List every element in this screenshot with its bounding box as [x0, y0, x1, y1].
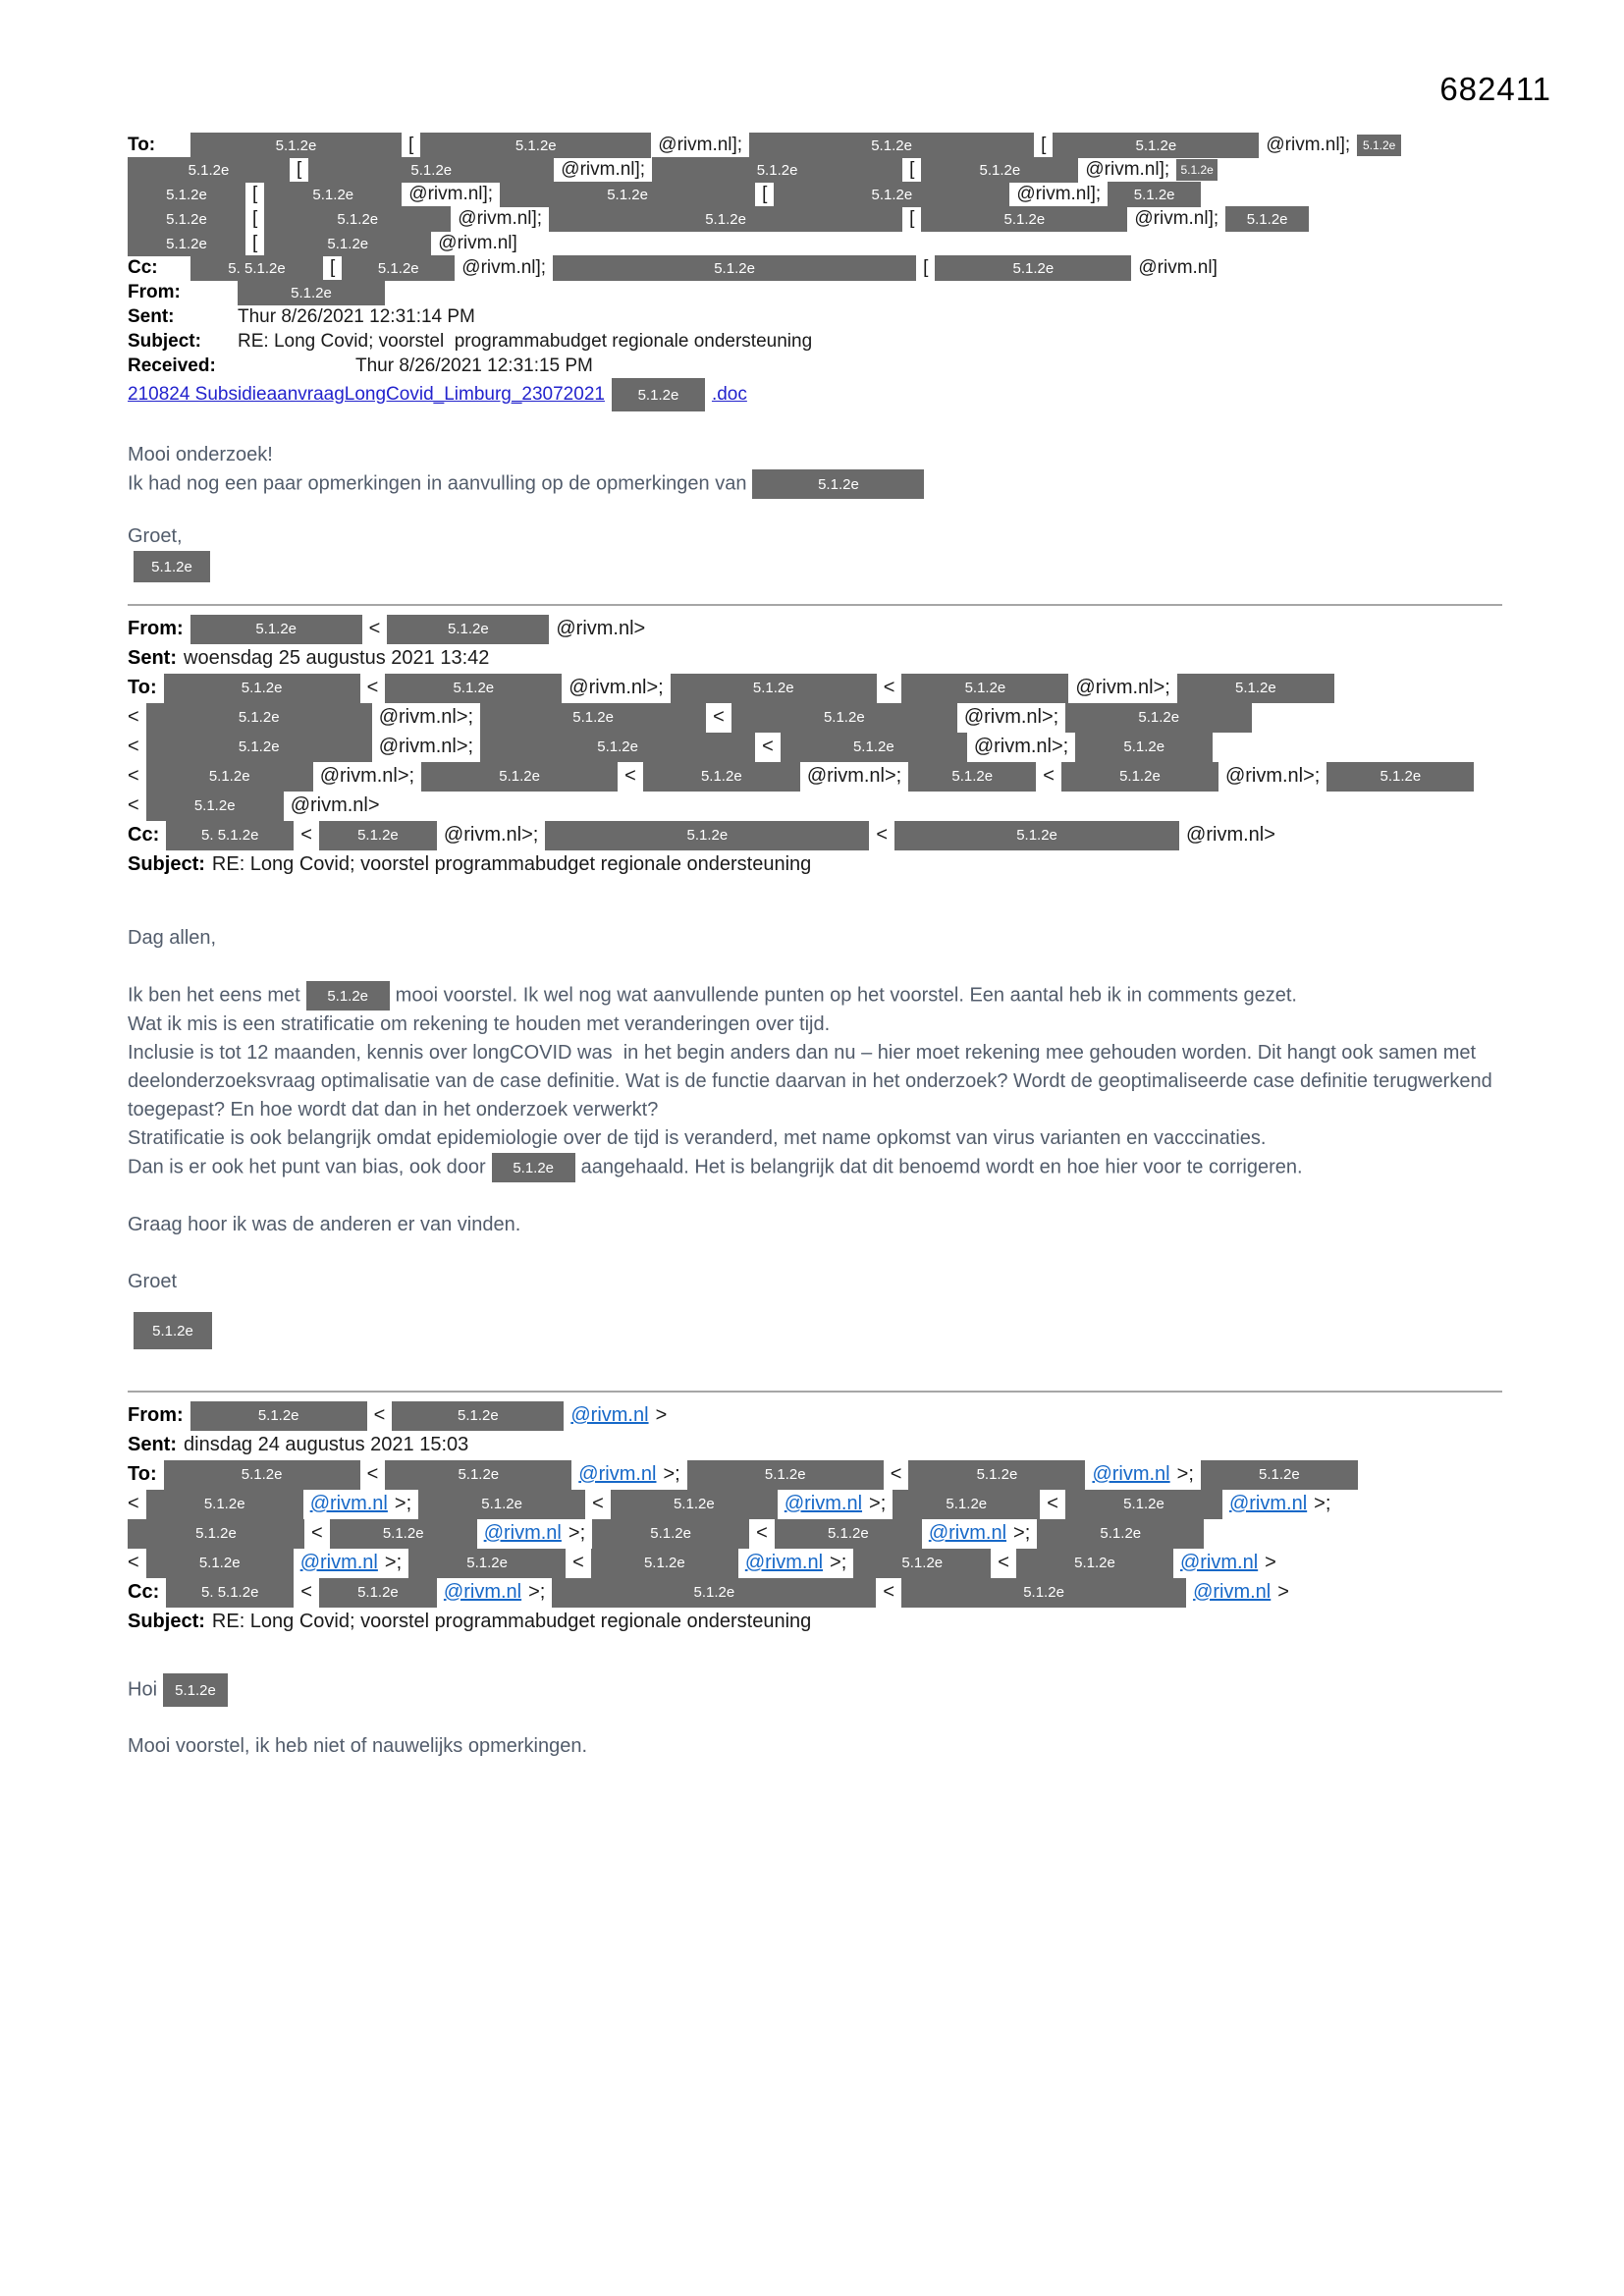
redaction-box: 5.1.2e — [146, 733, 372, 762]
row — [128, 953, 1502, 981]
header-text: @rivm.nl> — [556, 618, 646, 639]
header-text: @rivm.nl>; — [378, 736, 474, 757]
header-text: @rivm.nl>; — [319, 765, 415, 787]
header-text: @rivm.nl]; — [658, 135, 743, 156]
rivm-link[interactable]: @rivm.nl — [570, 1404, 649, 1426]
row — [128, 1296, 1502, 1312]
header-text: >; — [830, 1552, 847, 1573]
header-text: Stratificatie is ook belangrijk omdat epidemiologie over de tijd is veranderd, met name opkomst van virus varianten en vacccinaties. — [128, 1127, 1267, 1149]
redaction-box: 5. 5.1.2e — [166, 821, 294, 850]
header-text: Hoi — [128, 1678, 158, 1701]
redaction-box: 5.1.2e — [1201, 1460, 1358, 1490]
row — [128, 1239, 1502, 1268]
header-text: < — [762, 736, 774, 757]
header-text: @rivm.nl>; — [443, 824, 539, 846]
header-text: Dan is er ook het punt van bias, ook door — [128, 1156, 486, 1178]
email1-body — [128, 441, 1502, 582]
header-text: @rivm.nl> — [1186, 824, 1275, 846]
redaction-box: 5.1.2e — [1037, 1519, 1204, 1549]
body-line — [128, 1211, 1502, 1239]
header-row-subject — [128, 1607, 1502, 1636]
header-text: [ — [252, 184, 258, 205]
redaction-box: 5.1.2e — [545, 821, 869, 850]
header-text: @rivm.nl]; — [1085, 159, 1170, 181]
redaction-box: 5.1.2e — [935, 255, 1131, 281]
redaction-box: 5.1.2e — [1053, 133, 1259, 158]
redaction-box: 5.1.2e — [921, 157, 1078, 183]
header-text: [ — [923, 257, 929, 279]
signature-redaction — [128, 1312, 1502, 1349]
header-text: Groet — [128, 1271, 178, 1292]
header-text: Dag allen, — [128, 927, 217, 949]
field-label: From: — [128, 1404, 184, 1426]
header-row-to-wrap — [128, 182, 1502, 206]
redaction-box: 5.1.2e — [612, 378, 705, 411]
redaction-box: 5.1.2e — [190, 133, 402, 158]
header-row-to-wrap — [128, 157, 1502, 182]
field-label: Subject: — [128, 853, 205, 875]
header-text: @rivm.nl]; — [1016, 184, 1102, 205]
rivm-link[interactable]: @rivm.nl — [299, 1552, 378, 1573]
redaction-box: 5.1.2e — [901, 674, 1068, 703]
redaction-box: 5.1.2e — [687, 1460, 884, 1490]
rivm-link[interactable]: @rivm.nl — [928, 1522, 1007, 1544]
header-text: woensdag 25 augustus 2021 13:42 — [184, 647, 490, 669]
separator-line — [128, 1391, 1502, 1393]
body-line — [128, 1732, 1502, 1761]
header-text: > — [1265, 1552, 1276, 1573]
header-text: [ — [909, 208, 915, 230]
header-row-sent — [128, 304, 1502, 329]
redaction-box: 5.1.2e — [652, 157, 902, 183]
header-text: RE: Long Covid; voorstel programmabudget regionale ondersteuning — [211, 1611, 812, 1632]
header-text: @rivm.nl>; — [963, 706, 1059, 728]
redaction-box: 5.1.2e — [731, 703, 957, 733]
header-row-to-wrap — [128, 702, 1502, 732]
header-text: @rivm.nl>; — [973, 736, 1069, 757]
email2-header — [128, 614, 1502, 879]
redaction-box: 5.1.2e — [134, 1312, 212, 1349]
rivm-link[interactable]: @rivm.nl — [443, 1581, 522, 1603]
rivm-link[interactable]: @rivm.nl — [1228, 1493, 1308, 1514]
header-text: [ — [1041, 135, 1047, 156]
redaction-box: 5.1.2e — [387, 615, 549, 644]
redaction-box: 5.1.2e — [1108, 182, 1201, 207]
redaction-box: 5.1.2e — [492, 1153, 575, 1182]
redaction-box: 5.1.2e — [774, 182, 1009, 207]
body-line — [128, 1268, 1502, 1296]
redaction-box: 5.1.2e — [611, 1490, 778, 1519]
attachment-row — [128, 378, 1502, 411]
header-row-to-wrap — [128, 1518, 1502, 1548]
redaction-box: 5.1.2e — [319, 1578, 437, 1608]
header-text: RE: Long Covid; voorstel programmabudget regionale ondersteuning — [238, 331, 813, 352]
redaction-box: 5.1.2e — [1061, 762, 1218, 792]
redaction-box: 5.1.2e — [671, 674, 877, 703]
redaction-box: 5.1.2e — [1065, 703, 1252, 733]
email2-body — [128, 924, 1502, 1349]
header-text: < — [592, 1493, 604, 1514]
redaction-box: 5.1.2e — [1176, 159, 1218, 181]
header-row-subject — [128, 329, 1502, 354]
redaction-box: 5.1.2e — [752, 469, 924, 499]
header-text: < — [890, 1463, 902, 1485]
header-row-to — [128, 1459, 1502, 1489]
redaction-box: 5.1.2e — [385, 1460, 571, 1490]
redaction-box: 5.1.2e — [1177, 674, 1334, 703]
redaction-box: 5.1.2e — [190, 615, 362, 644]
header-text: < — [876, 824, 889, 846]
body-line — [128, 1124, 1502, 1153]
header-row-cc — [128, 1577, 1502, 1607]
header-row-from — [128, 1400, 1502, 1430]
header-text: [ — [252, 233, 258, 254]
redaction-box: 5.1.2e — [1065, 1490, 1222, 1519]
redaction-box: 5.1.2e — [128, 206, 245, 232]
header-text: aangehaald. Het is belangrijk dat dit benoemd wordt en hoe hier voor te corrigeren. — [580, 1156, 1303, 1178]
field-label: To: — [128, 677, 157, 698]
redaction-box: 5.1.2e — [128, 231, 245, 256]
header-text: [ — [252, 208, 258, 230]
body-line — [128, 469, 1502, 499]
header-text: < — [756, 1522, 768, 1544]
email1-header — [128, 133, 1502, 411]
signature-redaction — [128, 551, 1502, 582]
redaction-box: 5.1.2e — [392, 1401, 564, 1431]
redaction-box: 5.1.2e — [420, 133, 651, 158]
header-text: [ — [330, 257, 336, 279]
header-text: < — [883, 1581, 895, 1603]
field-label: Subject: — [128, 1611, 205, 1632]
header-text: @rivm.nl>; — [1075, 677, 1170, 698]
redaction-box: 5.1.2e — [238, 280, 385, 305]
header-text: @rivm.nl]; — [408, 184, 494, 205]
body-line — [128, 1039, 1502, 1124]
header-text: @rivm.nl>; — [1224, 765, 1321, 787]
header-text: < — [373, 1404, 386, 1426]
rivm-link[interactable]: @rivm.nl — [578, 1463, 657, 1485]
attachment-link[interactable]: 210824 SubsidieaanvraagLongCovid_Limburg_23072021 — [128, 384, 605, 406]
redaction-box: 5.1.2e — [781, 733, 967, 762]
redaction-box: 5.1.2e — [549, 206, 902, 232]
header-text: @rivm.nl] — [1138, 257, 1218, 279]
header-text: [ — [909, 159, 915, 181]
header-text: < — [128, 1493, 139, 1514]
attachment-link-ext[interactable]: .doc — [711, 384, 747, 406]
header-text: Inclusie is tot 12 maanden, kennis over longCOVID was in het begin anders dan nu – hier moet rekening mee gehouden worden. Dit hangt ook samen met deelonderzoeksvraag optimalisatie van de case definitie. Wat is de functie daarvan in het onderzoek? Wordt de geoptimaliseerde case definitie terugwerkend toegepast? En hoe wordt dat dan in het onderzoek verwerkt? — [128, 1042, 1498, 1121]
redaction-box: 5.1.2e — [1225, 206, 1309, 232]
rivm-link[interactable]: @rivm.nl — [744, 1552, 824, 1573]
redaction-box: 5.1.2e — [893, 1490, 1040, 1519]
field-label: From: — [128, 618, 184, 639]
header-text: mooi voorstel. Ik wel nog wat aanvullende punten op het voorstel. Een aantal heb ik in comments gezet. — [395, 984, 1297, 1007]
field-label: Cc: — [128, 1581, 160, 1603]
redaction-box: 5.1.2e — [480, 703, 706, 733]
header-text: [ — [408, 135, 414, 156]
separator-line — [128, 604, 1502, 606]
header-text: < — [366, 1463, 379, 1485]
header-row-from — [128, 280, 1502, 304]
header-text: @rivm.nl]; — [561, 159, 646, 181]
redaction-box: 5.1.2e — [134, 551, 210, 582]
redaction-box: 5.1.2e — [342, 255, 455, 281]
header-text: < — [624, 765, 636, 787]
header-row-to — [128, 673, 1502, 702]
header-text: < — [713, 706, 725, 728]
redaction-box: 5.1.2e — [418, 1490, 585, 1519]
header-text: < — [572, 1552, 584, 1573]
rivm-link[interactable]: @rivm.nl — [1092, 1463, 1170, 1485]
header-text: < — [998, 1552, 1009, 1573]
header-text: @rivm.nl] — [438, 233, 517, 254]
rivm-link[interactable]: @rivm.nl — [1179, 1552, 1259, 1573]
row — [128, 1707, 1502, 1732]
redaction-box: 5.1.2e — [480, 733, 755, 762]
header-text: < — [128, 794, 139, 816]
redaction-box: 5.1.2e — [853, 1549, 991, 1578]
redaction-box: 5.1.2e — [164, 1460, 360, 1490]
field-label: Cc: — [128, 824, 160, 846]
header-text: >; — [1013, 1522, 1031, 1544]
header-text: Thur 8/26/2021 12:31:15 PM — [355, 355, 593, 376]
body-line — [128, 924, 1502, 953]
header-text: < — [128, 736, 139, 757]
redaction-box: 5.1.2e — [1326, 762, 1474, 792]
header-text: >; — [384, 1552, 403, 1573]
field-label: Cc: — [128, 257, 158, 279]
field-label: Sent: — [128, 647, 177, 669]
header-text: < — [311, 1522, 323, 1544]
header-row-to-wrap — [128, 761, 1502, 791]
redaction-box: 5.1.2e — [1016, 1549, 1173, 1578]
header-text: < — [128, 1552, 139, 1573]
redaction-box: 5.1.2e — [908, 762, 1036, 792]
redaction-box: 5.1.2e — [908, 1460, 1085, 1490]
header-text: < — [300, 824, 312, 846]
header-row-to-wrap — [128, 231, 1502, 255]
header-text: @rivm.nl>; — [378, 706, 474, 728]
header-text: dinsdag 24 augustus 2021 15:03 — [184, 1434, 469, 1455]
redaction-box: 5.1.2e — [164, 674, 360, 703]
redaction-box: 5. 5.1.2e — [190, 255, 323, 281]
header-row-subject — [128, 849, 1502, 879]
header-text: < — [1043, 765, 1055, 787]
header-text: < — [1047, 1493, 1058, 1514]
header-text: < — [128, 765, 139, 787]
rivm-link[interactable]: @rivm.nl — [784, 1493, 863, 1514]
header-row-to-wrap — [128, 791, 1502, 820]
redaction-box: 5.1.2e — [1075, 733, 1213, 762]
email3-header — [128, 1400, 1502, 1636]
header-text: @rivm.nl>; — [806, 765, 902, 787]
redaction-box: 5.1.2e — [330, 1519, 477, 1549]
header-text: < — [128, 706, 139, 728]
redaction-box: 5.1.2e — [385, 674, 562, 703]
body-line — [128, 1673, 1502, 1707]
header-text: < — [366, 677, 379, 698]
header-text: Thur 8/26/2021 12:31:14 PM — [238, 306, 475, 327]
row — [128, 499, 1502, 522]
field-label: Sent: — [128, 1434, 177, 1455]
header-text: @rivm.nl]; — [458, 208, 543, 230]
redaction-box: 5.1.2e — [128, 182, 245, 207]
header-text: > — [1277, 1581, 1289, 1603]
header-row-to-wrap — [128, 1489, 1502, 1518]
redaction-box: 5. 5.1.2e — [166, 1578, 294, 1608]
field-label: Subject: — [128, 331, 201, 352]
header-text: >; — [394, 1493, 412, 1514]
header-text: >; — [568, 1522, 586, 1544]
header-text: > — [655, 1404, 668, 1426]
redaction-box: 5.1.2e — [146, 1490, 303, 1519]
header-text: Ik had nog een paar opmerkingen in aanvulling op de opmerkingen van — [128, 472, 747, 495]
header-row-to-wrap — [128, 206, 1502, 231]
body-line — [128, 1011, 1502, 1039]
redaction-box: 5.1.2e — [894, 821, 1179, 850]
header-text: >; — [1314, 1493, 1331, 1514]
redaction-box: 5.1.2e — [500, 182, 755, 207]
header-row-cc — [128, 820, 1502, 849]
header-text: >; — [663, 1463, 680, 1485]
field-label: From: — [128, 282, 181, 303]
field-label: Received: — [128, 355, 216, 376]
redaction-box: 5.1.2e — [306, 981, 390, 1011]
redaction-box: 5.1.2e — [146, 1549, 294, 1578]
redaction-box: 5.1.2e — [591, 1549, 738, 1578]
header-text: Mooi onderzoek! — [128, 444, 273, 465]
header-text: Wat ik mis is een stratificatie om rekening te houden met veranderingen over tijd. — [128, 1013, 831, 1035]
redaction-box: 5.1.2e — [775, 1519, 922, 1549]
redaction-box: 5.1.2e — [146, 792, 284, 821]
header-text: < — [368, 618, 381, 639]
field-label: To: — [128, 1463, 157, 1485]
redaction-box: 5.1.2e — [901, 1578, 1186, 1608]
redaction-box: 5.1.2e — [128, 1519, 304, 1549]
header-text: @rivm.nl> — [290, 794, 380, 816]
redaction-box: 5.1.2e — [408, 1549, 566, 1578]
header-text: Ik ben het eens met — [128, 984, 300, 1007]
header-text: Groet, — [128, 525, 183, 547]
field-label: To: — [128, 135, 156, 156]
redaction-box: 5.1.2e — [190, 1401, 367, 1431]
header-row-from — [128, 614, 1502, 643]
header-row-sent — [128, 1430, 1502, 1459]
rivm-link[interactable]: @rivm.nl — [1193, 1581, 1272, 1603]
document-number: 682411 — [1439, 71, 1551, 107]
header-text: >; — [1176, 1463, 1194, 1485]
header-text: @rivm.nl]; — [1266, 135, 1351, 156]
header-text: Mooi voorstel, ik heb niet of nauwelijks opmerkingen. — [128, 1735, 588, 1757]
rivm-link[interactable]: @rivm.nl — [309, 1493, 388, 1514]
header-row-sent — [128, 643, 1502, 673]
body-line — [128, 522, 1502, 551]
header-text: [ — [297, 159, 302, 181]
header-row-received — [128, 354, 1502, 378]
redaction-box: 5.1.2e — [163, 1673, 228, 1707]
redaction-box: 5.1.2e — [421, 762, 618, 792]
document-content — [128, 133, 1502, 1761]
redaction-box: 5.1.2e — [643, 762, 800, 792]
redaction-box: 5.1.2e — [146, 703, 372, 733]
redaction-box: 5.1.2e — [552, 1578, 876, 1608]
header-text: < — [883, 677, 895, 698]
header-text: Graag hoor ik was de anderen er van vinden. — [128, 1214, 521, 1235]
header-row-to — [128, 133, 1502, 157]
redaction-box: 5.1.2e — [264, 206, 451, 232]
rivm-link[interactable]: @rivm.nl — [483, 1522, 562, 1544]
redaction-box: 5.1.2e — [308, 157, 554, 183]
header-text: RE: Long Covid; voorstel programmabudget regionale ondersteuning — [211, 853, 812, 875]
header-text: [ — [762, 184, 768, 205]
header-text: >; — [528, 1581, 546, 1603]
row — [128, 1182, 1502, 1211]
redaction-box: 5.1.2e — [264, 182, 402, 207]
body-line — [128, 441, 1502, 469]
redaction-box: 5.1.2e — [146, 762, 313, 792]
header-row-cc — [128, 255, 1502, 280]
header-text: @rivm.nl]; — [461, 257, 547, 279]
redaction-box: 5.1.2e — [264, 231, 431, 256]
body-line — [128, 981, 1502, 1011]
header-row-to-wrap — [128, 1548, 1502, 1577]
redaction-box: 5.1.2e — [319, 821, 437, 850]
header-text: @rivm.nl]; — [1134, 208, 1219, 230]
redaction-box: 5.1.2e — [128, 157, 290, 183]
redaction-box: 5.1.2e — [553, 255, 916, 281]
redaction-box: 5.1.2e — [1357, 135, 1401, 156]
field-label: Sent: — [128, 306, 175, 327]
header-text: >; — [869, 1493, 887, 1514]
redaction-box: 5.1.2e — [921, 206, 1127, 232]
header-text: @rivm.nl>; — [568, 677, 664, 698]
header-text: < — [300, 1581, 312, 1603]
redaction-box: 5.1.2e — [749, 133, 1034, 158]
redaction-box: 5.1.2e — [592, 1519, 749, 1549]
email3-body — [128, 1673, 1502, 1761]
body-line — [128, 1153, 1502, 1182]
header-row-to-wrap — [128, 732, 1502, 761]
